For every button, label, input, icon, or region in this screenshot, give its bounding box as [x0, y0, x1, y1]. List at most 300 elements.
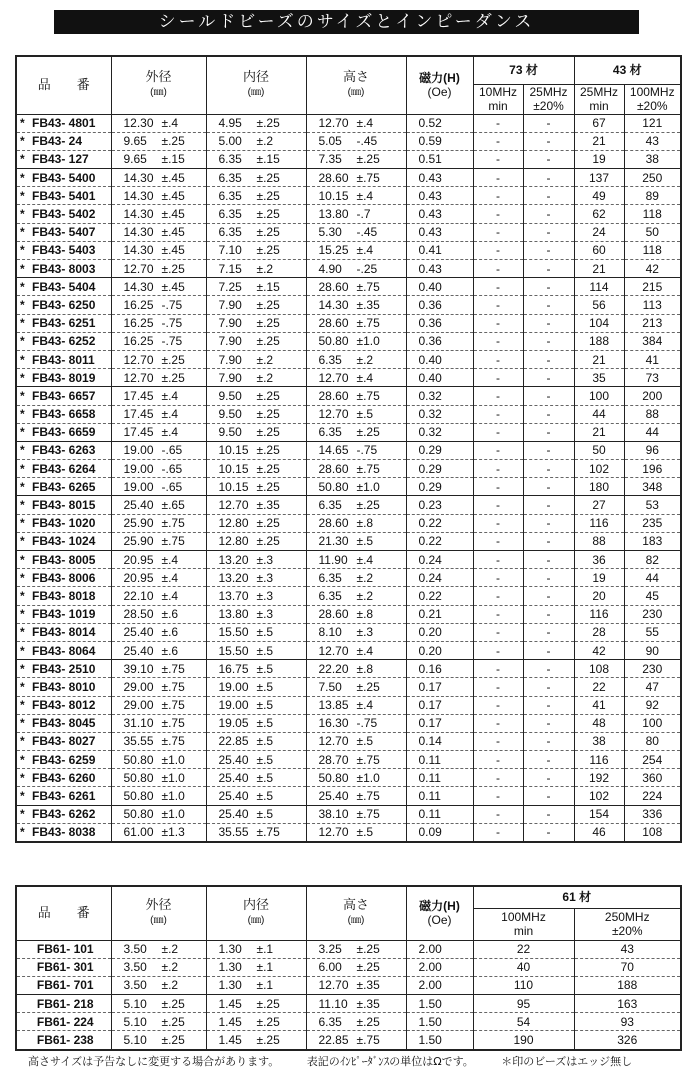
edgeless-star: * [20, 370, 25, 385]
outer-diameter-cell [111, 132, 206, 150]
inner-diameter-tolerance: ±.35 [256, 498, 280, 513]
imp-73-10mhz: - [473, 478, 523, 496]
height-value: 28.70 [318, 752, 349, 767]
height-cell [306, 976, 406, 994]
imp-43-25mhz: 116 [574, 514, 624, 532]
part-number: FB43- 5404 [32, 279, 96, 294]
table-row [16, 241, 681, 259]
magnetic-force: 1.50 [406, 1031, 473, 1050]
inner-diameter-tolerance: ±.5 [256, 807, 274, 822]
magnetic-force: 0.40 [406, 350, 473, 368]
magnetic-force: 0.43 [406, 205, 473, 223]
height-value: 28.60 [318, 388, 349, 403]
table-row [16, 823, 681, 842]
height-tolerance: ±1.0 [356, 479, 380, 494]
part-number-cell [16, 823, 111, 842]
imp-43-100mhz: 92 [624, 696, 681, 714]
inner-diameter-tolerance: ±.3 [256, 607, 274, 622]
inner-diameter-tolerance: ±.25 [256, 516, 280, 531]
inner-diameter-tolerance: ±.25 [256, 388, 280, 403]
header-od: 外径 (㎜) [111, 56, 206, 114]
height-cell [306, 940, 406, 958]
inner-diameter-cell [206, 940, 306, 958]
imp-43-100mhz: 43 [624, 132, 681, 150]
part-number-cell [16, 805, 111, 823]
height-tolerance: ±1.0 [356, 334, 380, 349]
inner-diameter-value: 1.30 [218, 978, 242, 993]
inner-diameter-cell [206, 660, 306, 678]
imp-43-25mhz: 62 [574, 205, 624, 223]
outer-diameter-cell [111, 805, 206, 823]
inner-diameter-cell [206, 551, 306, 569]
magnetic-force: 0.11 [406, 805, 473, 823]
part-number-cell [16, 714, 111, 732]
outer-diameter-value: 14.30 [123, 279, 154, 294]
height-value: 28.60 [318, 316, 349, 331]
outer-diameter-cell [111, 958, 206, 976]
edgeless-star: * [20, 334, 25, 349]
height-cell [306, 460, 406, 478]
imp-43-25mhz: 41 [574, 696, 624, 714]
inner-diameter-cell [206, 823, 306, 842]
imp-43-25mhz: 100 [574, 387, 624, 405]
outer-diameter-cell [111, 260, 206, 278]
header-43-25mhz: 25MHz min [574, 84, 624, 114]
edgeless-star: * [20, 479, 25, 494]
height-value: 28.60 [318, 170, 349, 185]
height-value: 25.40 [318, 789, 349, 804]
outer-diameter-tolerance: ±.75 [161, 534, 185, 549]
imp-43-25mhz: 50 [574, 441, 624, 459]
height-value: 11.90 [318, 552, 348, 567]
height-cell [306, 260, 406, 278]
imp-43-100mhz: 55 [624, 623, 681, 641]
height-cell [306, 387, 406, 405]
imp-43-25mhz: 22 [574, 678, 624, 696]
edgeless-star: * [20, 243, 25, 258]
table-row [16, 569, 681, 587]
height-value: 22.20 [318, 661, 349, 676]
height-cell [306, 205, 406, 223]
outer-diameter-value: 17.45 [123, 407, 154, 422]
outer-diameter-tolerance: ±.4 [161, 588, 179, 603]
imp-43-25mhz: 88 [574, 532, 624, 550]
imp-73-25mhz: - [523, 605, 574, 623]
edgeless-star: * [20, 789, 25, 804]
outer-diameter-tolerance: ±.4 [161, 388, 179, 403]
outer-diameter-value: 31.10 [123, 716, 154, 731]
table-row [16, 940, 681, 958]
height-tolerance: ±.4 [356, 370, 374, 385]
edgeless-star: * [20, 588, 25, 603]
part-number: FB43- 8038 [32, 825, 96, 840]
inner-diameter-value: 16.75 [218, 661, 249, 676]
edgeless-star: * [20, 607, 25, 622]
height-cell [306, 496, 406, 514]
outer-diameter-tolerance: ±.4 [161, 570, 179, 585]
imp-73-10mhz: - [473, 278, 523, 296]
height-tolerance: ±.75 [356, 752, 380, 767]
outer-diameter-value: 19.00 [123, 443, 154, 458]
height-cell [306, 423, 406, 441]
edgeless-star: * [20, 679, 25, 694]
inner-diameter-tolerance: ±.5 [256, 789, 274, 804]
height-cell [306, 478, 406, 496]
imp-61-100mhz: 190 [473, 1031, 574, 1050]
magnetic-force: 2.00 [406, 958, 473, 976]
height-value: 38.10 [318, 807, 349, 822]
outer-diameter-tolerance: ±1.0 [161, 770, 185, 785]
inner-diameter-cell [206, 805, 306, 823]
part-number: FB43- 8045 [32, 716, 96, 731]
imp-73-25mhz: - [523, 787, 574, 805]
height-cell [306, 369, 406, 387]
edgeless-star: * [20, 352, 25, 367]
inner-diameter-tolerance: ±.2 [256, 261, 274, 276]
inner-diameter-value: 19.00 [218, 698, 249, 713]
imp-73-10mhz: - [473, 423, 523, 441]
imp-73-25mhz: - [523, 514, 574, 532]
height-value: 6.35 [318, 498, 342, 513]
inner-diameter-tolerance: ±.5 [256, 716, 274, 731]
height-value: 28.60 [318, 516, 349, 531]
inner-diameter-tolerance: ±.15 [256, 152, 280, 167]
inner-diameter-cell [206, 423, 306, 441]
part-number: FB43- 5403 [32, 243, 96, 258]
table-row [16, 205, 681, 223]
imp-73-25mhz: - [523, 696, 574, 714]
imp-43-100mhz: 360 [624, 769, 681, 787]
inner-diameter-tolerance: ±.5 [256, 625, 274, 640]
outer-diameter-tolerance: ±.2 [161, 942, 179, 957]
inner-diameter-value: 6.35 [218, 225, 242, 240]
height-cell [306, 169, 406, 187]
magnetic-force: 0.32 [406, 423, 473, 441]
inner-diameter-tolerance: ±.1 [256, 942, 274, 957]
imp-43-100mhz: 230 [624, 660, 681, 678]
edgeless-star: * [20, 770, 25, 785]
imp-43-100mhz: 50 [624, 223, 681, 241]
inner-diameter-value: 13.20 [218, 552, 249, 567]
part-number: FB43- 6263 [32, 443, 96, 458]
edgeless-star: * [20, 407, 25, 422]
outer-diameter-value: 50.80 [123, 770, 154, 785]
inner-diameter-tolerance: ±.25 [256, 334, 280, 349]
edgeless-star: * [20, 134, 25, 149]
part-number: FB61- 701 [16, 976, 111, 994]
part-number: FB43- 6657 [32, 388, 96, 403]
header-73-10mhz: 10MHz min [473, 84, 523, 114]
inner-diameter-cell [206, 241, 306, 259]
outer-diameter-cell [111, 751, 206, 769]
inner-diameter-value: 19.05 [218, 716, 249, 731]
inner-diameter-value: 25.40 [218, 752, 249, 767]
fb43-table [15, 55, 682, 843]
outer-diameter-cell [111, 823, 206, 842]
magnetic-force: 0.23 [406, 496, 473, 514]
magnetic-force: 0.11 [406, 787, 473, 805]
height-tolerance: ±.35 [356, 297, 380, 312]
imp-43-100mhz: 230 [624, 605, 681, 623]
imp-73-10mhz: - [473, 150, 523, 168]
imp-73-25mhz: - [523, 569, 574, 587]
table-row [16, 114, 681, 132]
height-value: 28.60 [318, 279, 349, 294]
inner-diameter-tolerance: ±.2 [256, 134, 274, 149]
part-number: FB43- 8015 [32, 498, 96, 513]
height-cell [306, 678, 406, 696]
header-mat61: 61 材 [473, 886, 681, 908]
height-value: 12.70 [318, 643, 349, 658]
imp-73-25mhz: - [523, 205, 574, 223]
height-value: 13.80 [318, 207, 349, 222]
magnetic-force: 0.20 [406, 641, 473, 659]
height-tolerance: ±.75 [356, 279, 380, 294]
imp-73-10mhz: - [473, 787, 523, 805]
inner-diameter-value: 35.55 [218, 825, 249, 840]
outer-diameter-value: 14.30 [123, 170, 154, 185]
part-number-cell [16, 551, 111, 569]
inner-diameter-value: 12.80 [218, 516, 249, 531]
height-cell [306, 714, 406, 732]
magnetic-force: 0.24 [406, 569, 473, 587]
inner-diameter-value: 10.15 [218, 461, 249, 476]
height-value: 12.70 [318, 407, 349, 422]
outer-diameter-value: 29.00 [123, 679, 154, 694]
outer-diameter-value: 9.65 [123, 134, 147, 149]
outer-diameter-value: 39.10 [123, 661, 154, 676]
imp-43-25mhz: 44 [574, 405, 624, 423]
part-number-cell [16, 751, 111, 769]
imp-73-10mhz: - [473, 751, 523, 769]
part-number: FB43- 1019 [32, 607, 96, 622]
outer-diameter-tolerance: -.65 [161, 443, 183, 458]
table-row [16, 995, 681, 1013]
header-part: 品 番 [16, 886, 111, 940]
imp-43-25mhz: 36 [574, 551, 624, 569]
part-number-cell [16, 769, 111, 787]
inner-diameter-cell [206, 976, 306, 994]
part-number: FB43- 6262 [32, 807, 96, 822]
outer-diameter-value: 19.00 [123, 461, 154, 476]
magnetic-force: 0.17 [406, 678, 473, 696]
imp-73-25mhz: - [523, 423, 574, 441]
inner-diameter-cell [206, 332, 306, 350]
height-cell [306, 769, 406, 787]
outer-diameter-tolerance: ±.45 [161, 207, 185, 222]
table-row [16, 641, 681, 659]
part-number-cell [16, 641, 111, 659]
imp-73-25mhz: - [523, 460, 574, 478]
outer-diameter-value: 14.30 [123, 188, 154, 203]
height-tolerance: ±.25 [356, 498, 380, 513]
height-cell [306, 805, 406, 823]
part-number: FB43- 5402 [32, 207, 96, 222]
imp-73-10mhz: - [473, 296, 523, 314]
height-tolerance: -.75 [356, 443, 378, 458]
imp-73-25mhz: - [523, 532, 574, 550]
height-cell [306, 1031, 406, 1050]
outer-diameter-cell [111, 514, 206, 532]
height-tolerance: ±.8 [356, 661, 374, 676]
header-mag: 磁力(H) (Oe) [406, 56, 473, 114]
imp-43-25mhz: 24 [574, 223, 624, 241]
outer-diameter-cell [111, 660, 206, 678]
outer-diameter-cell [111, 605, 206, 623]
outer-diameter-tolerance: ±1.0 [161, 807, 185, 822]
part-number: FB43- 5400 [32, 170, 96, 185]
table-row [16, 187, 681, 205]
part-number-cell [16, 278, 111, 296]
header-61-100mhz: 100MHz min [473, 908, 574, 940]
height-cell [306, 696, 406, 714]
outer-diameter-cell [111, 241, 206, 259]
magnetic-force: 1.50 [406, 1013, 473, 1031]
outer-diameter-cell [111, 569, 206, 587]
imp-73-25mhz: - [523, 278, 574, 296]
height-cell [306, 332, 406, 350]
edgeless-star: * [20, 443, 25, 458]
imp-43-100mhz: 44 [624, 423, 681, 441]
imp-73-10mhz: - [473, 223, 523, 241]
imp-73-25mhz: - [523, 714, 574, 732]
height-tolerance: -.75 [356, 716, 378, 731]
height-tolerance: ±.35 [356, 996, 380, 1011]
inner-diameter-value: 25.40 [218, 807, 249, 822]
imp-43-25mhz: 180 [574, 478, 624, 496]
inner-diameter-tolerance: ±.3 [256, 588, 274, 603]
footer-notes [28, 1053, 654, 1069]
edgeless-star: * [20, 461, 25, 476]
table-row [16, 278, 681, 296]
imp-73-25mhz: - [523, 551, 574, 569]
header-73-25mhz: 25MHz ±20% [523, 84, 574, 114]
part-number-cell [16, 169, 111, 187]
part-number-cell [16, 369, 111, 387]
imp-43-25mhz: 114 [574, 278, 624, 296]
imp-73-10mhz: - [473, 769, 523, 787]
height-value: 6.35 [318, 352, 342, 367]
height-tolerance: ±.2 [356, 570, 374, 585]
imp-73-10mhz: - [473, 587, 523, 605]
height-cell [306, 623, 406, 641]
imp-43-25mhz: 188 [574, 332, 624, 350]
part-number: FB43- 8010 [32, 679, 96, 694]
inner-diameter-value: 25.40 [218, 770, 249, 785]
inner-diameter-cell [206, 751, 306, 769]
imp-73-25mhz: - [523, 169, 574, 187]
imp-73-25mhz: - [523, 478, 574, 496]
height-value: 6.00 [318, 960, 342, 975]
imp-73-10mhz: - [473, 241, 523, 259]
magnetic-force: 0.16 [406, 660, 473, 678]
imp-43-100mhz: 121 [624, 114, 681, 132]
inner-diameter-cell [206, 460, 306, 478]
edgeless-star: * [20, 698, 25, 713]
imp-43-100mhz: 96 [624, 441, 681, 459]
height-cell [306, 514, 406, 532]
outer-diameter-tolerance: ±.45 [161, 225, 185, 240]
footer-note-unit: 表記のｲﾝﾋﾟｰﾀﾞﾝｽの単位はΩです。 [306, 1055, 474, 1068]
height-cell [306, 587, 406, 605]
outer-diameter-tolerance: ±.25 [161, 352, 185, 367]
magnetic-force: 0.20 [406, 623, 473, 641]
outer-diameter-tolerance: ±.2 [161, 960, 179, 975]
imp-43-25mhz: 192 [574, 769, 624, 787]
imp-73-25mhz: - [523, 623, 574, 641]
header-id: 内径 (㎜) [206, 886, 306, 940]
height-tolerance: ±.75 [356, 1033, 380, 1048]
inner-diameter-tolerance: ±.25 [256, 188, 280, 203]
outer-diameter-value: 20.95 [123, 552, 154, 567]
header-43-100mhz: 100MHz ±20% [624, 84, 681, 114]
imp-43-25mhz: 28 [574, 623, 624, 641]
outer-diameter-cell [111, 696, 206, 714]
outer-diameter-cell [111, 369, 206, 387]
imp-73-25mhz: - [523, 405, 574, 423]
inner-diameter-value: 5.00 [218, 134, 242, 149]
table-row [16, 1031, 681, 1050]
fb61-table [15, 885, 682, 1051]
edgeless-star: * [20, 498, 25, 513]
inner-diameter-tolerance: ±.25 [256, 1033, 280, 1048]
inner-diameter-value: 7.90 [218, 297, 242, 312]
imp-43-100mhz: 213 [624, 314, 681, 332]
outer-diameter-value: 50.80 [123, 752, 154, 767]
part-number-cell [16, 205, 111, 223]
part-number-cell [16, 405, 111, 423]
outer-diameter-value: 61.00 [123, 825, 154, 840]
imp-73-25mhz: - [523, 805, 574, 823]
imp-43-25mhz: 38 [574, 732, 624, 750]
outer-diameter-value: 5.10 [123, 1033, 147, 1048]
height-cell [306, 405, 406, 423]
outer-diameter-value: 25.40 [123, 643, 154, 658]
height-cell [306, 278, 406, 296]
inner-diameter-value: 7.10 [218, 243, 242, 258]
inner-diameter-cell [206, 696, 306, 714]
imp-43-25mhz: 20 [574, 587, 624, 605]
part-number: FB43- 1020 [32, 516, 96, 531]
height-value: 21.30 [318, 534, 349, 549]
height-value: 7.50 [318, 679, 342, 694]
height-value: 10.15 [318, 188, 349, 203]
height-value: 50.80 [318, 479, 349, 494]
imp-73-25mhz: - [523, 296, 574, 314]
outer-diameter-value: 3.50 [123, 978, 147, 993]
imp-73-10mhz: - [473, 350, 523, 368]
inner-diameter-cell [206, 514, 306, 532]
part-number: FB43- 24 [32, 134, 83, 149]
outer-diameter-tolerance: ±.75 [161, 661, 185, 676]
height-tolerance: ±.25 [356, 1014, 380, 1029]
outer-diameter-cell [111, 787, 206, 805]
imp-73-10mhz: - [473, 114, 523, 132]
inner-diameter-tolerance: ±.5 [256, 734, 274, 749]
height-cell [306, 532, 406, 550]
outer-diameter-cell [111, 150, 206, 168]
outer-diameter-cell [111, 714, 206, 732]
outer-diameter-tolerance: ±.45 [161, 279, 185, 294]
height-tolerance: ±.2 [356, 588, 374, 603]
imp-73-25mhz: - [523, 496, 574, 514]
table-row [16, 587, 681, 605]
magnetic-force: 0.43 [406, 223, 473, 241]
part-number-cell [16, 114, 111, 132]
height-cell [306, 296, 406, 314]
edgeless-star: * [20, 734, 25, 749]
magnetic-force: 0.17 [406, 696, 473, 714]
